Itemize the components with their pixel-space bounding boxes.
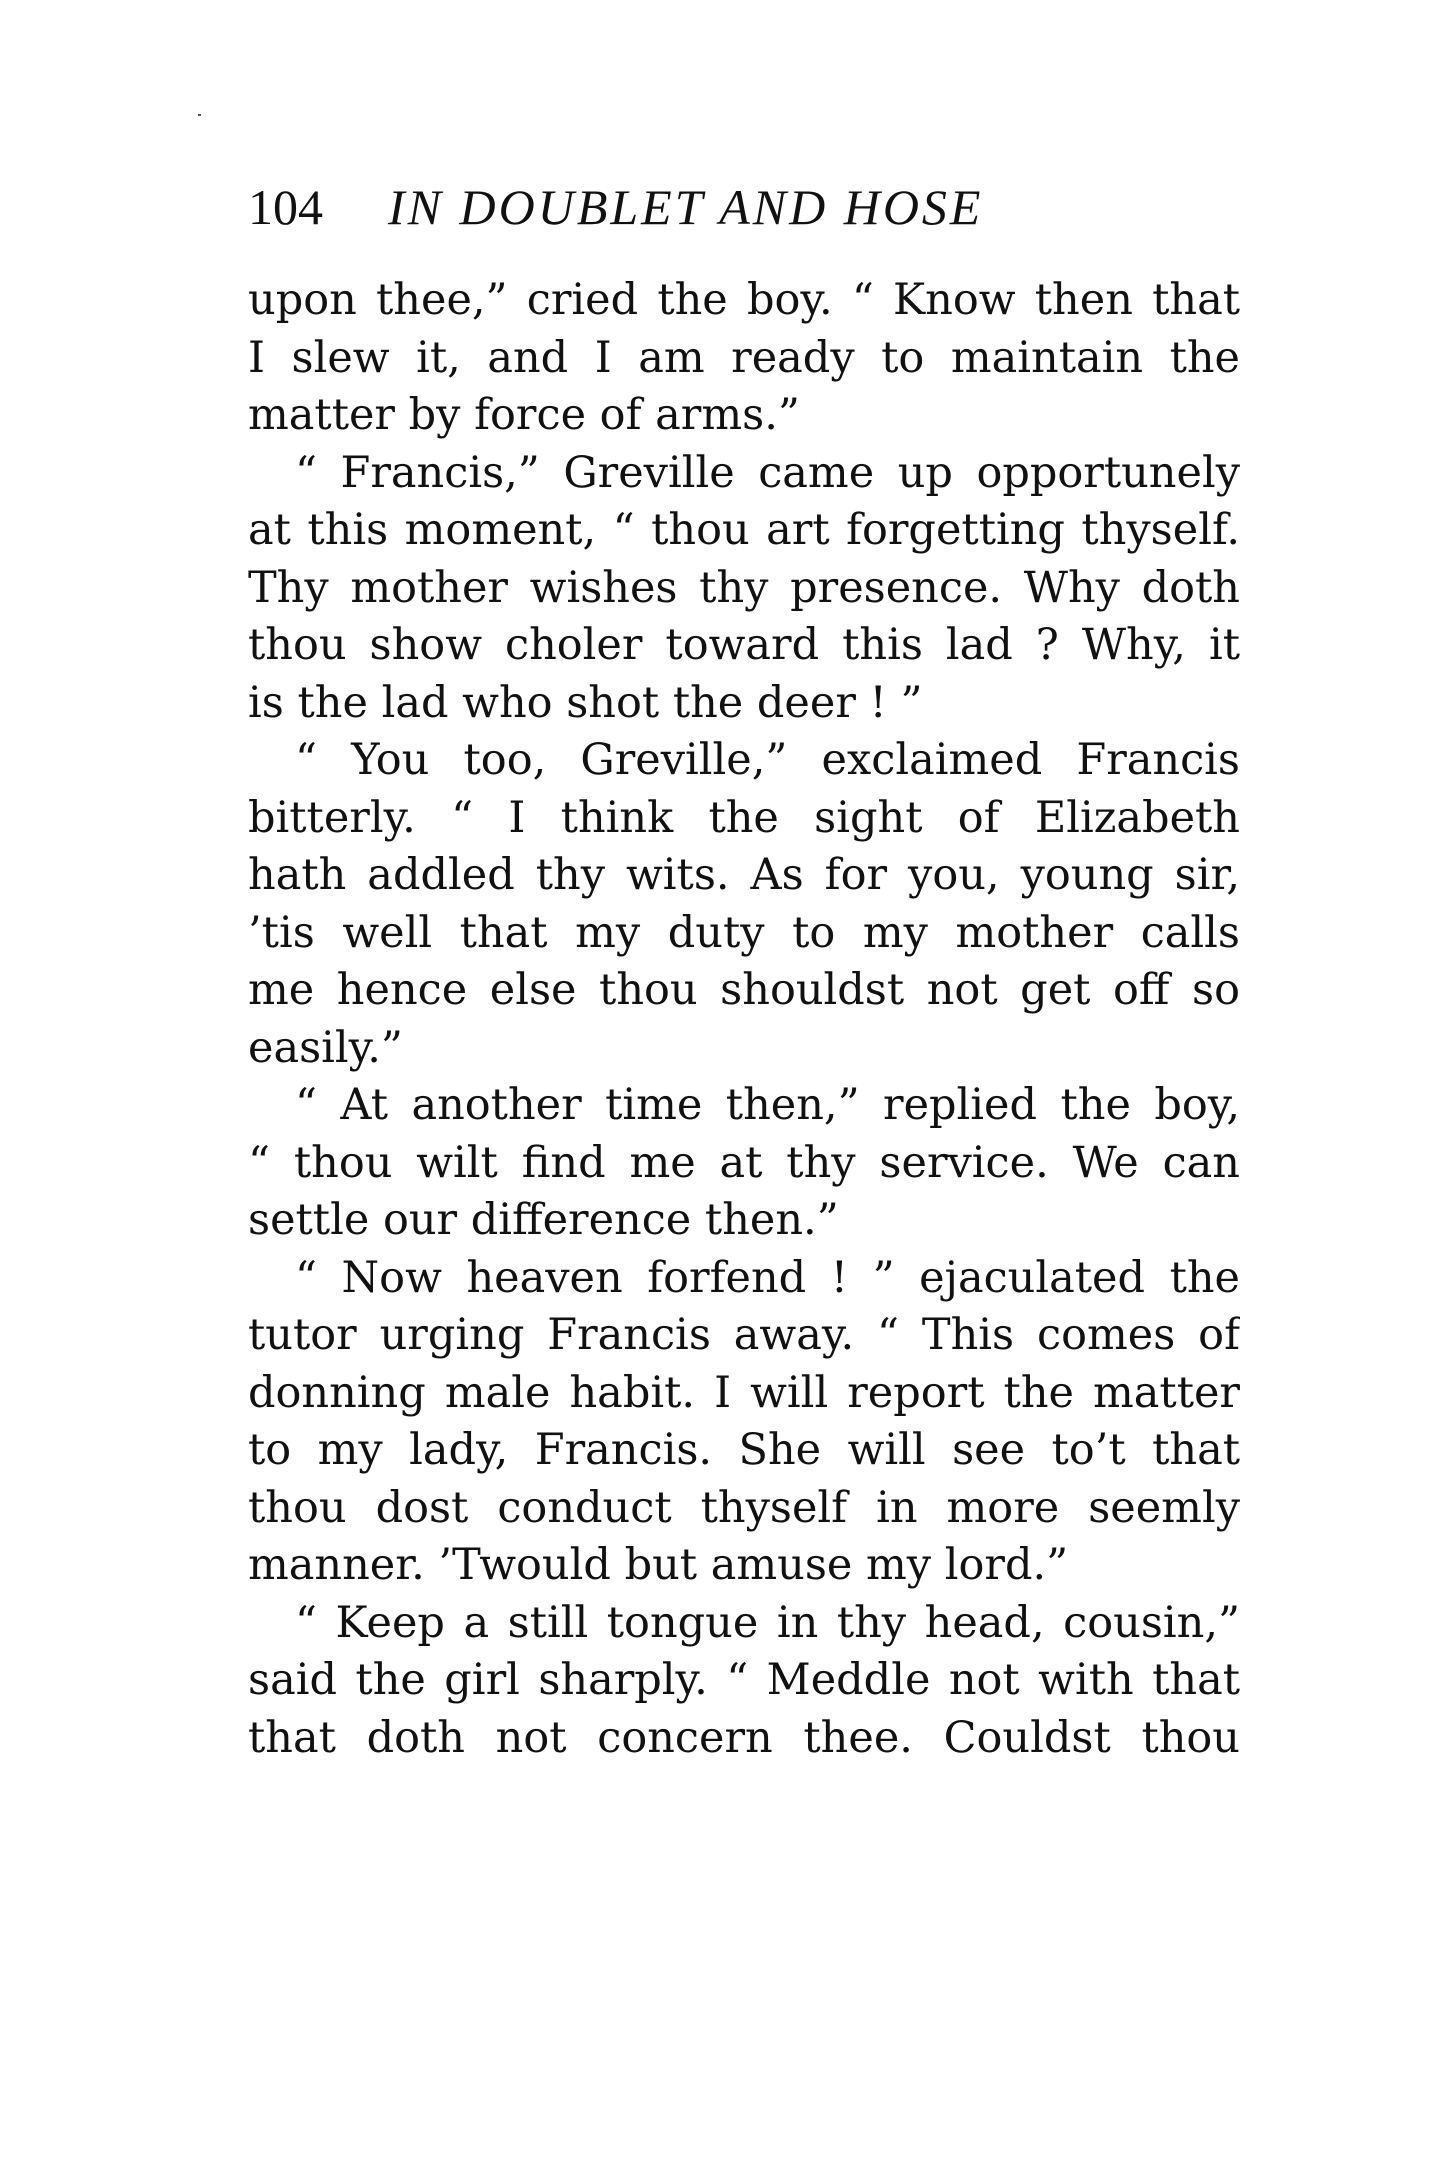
text-line: “ You too, Greville,” exclaimed Francis bbox=[295, 735, 1240, 785]
text-line: bitterly. “ I think the sight of Elizabeth bbox=[248, 792, 1240, 843]
text-line: said the girl sharply. “ Meddle not with that bbox=[248, 1655, 1240, 1705]
text-line: matter by force of arms.” bbox=[248, 390, 800, 440]
text-line: I slew it, and I am ready to maintain the bbox=[248, 332, 1240, 383]
text-line: “ Francis,” Greville came up opportunely bbox=[295, 447, 1240, 498]
text-line: Thy mother wishes thy presence. Why doth bbox=[248, 562, 1240, 613]
text-line: “ thou wilt find me at thy service. We can bbox=[248, 1137, 1240, 1188]
text-line: donning male habit. I will report the matter bbox=[248, 1367, 1240, 1418]
text-line: manner. ’Twould but amuse my lord.” bbox=[248, 1540, 1069, 1590]
text-line: “ At another time then,” replied the boy, bbox=[295, 1080, 1240, 1130]
body-text bbox=[248, 272, 1240, 1767]
text-line: thou show choler toward this lad ? Why, it bbox=[248, 620, 1240, 670]
page-number: 104 bbox=[248, 179, 323, 235]
text-line: upon thee,” cried the boy. “ Know then that bbox=[248, 275, 1240, 325]
text-line: to my lady, Francis. She will see to’t that bbox=[248, 1425, 1240, 1475]
text-line: “ Now heaven forfend ! ” ejaculated the bbox=[295, 1252, 1240, 1303]
text-line: easily.” bbox=[248, 1022, 403, 1073]
text-line: that doth not concern thee. Couldst thou bbox=[248, 1712, 1240, 1763]
text-line: “ Keep a still tongue in thy head, cousin,” bbox=[295, 1597, 1240, 1648]
running-title: IN DOUBLET AND HOSE bbox=[388, 179, 984, 235]
print-speck bbox=[198, 114, 201, 116]
text-line: me hence else thou shouldst not get off so bbox=[248, 965, 1240, 1015]
text-line: tutor urging Francis away. “ This comes of bbox=[248, 1310, 1240, 1360]
running-head bbox=[248, 172, 1248, 242]
text-line: settle our difference then.” bbox=[248, 1195, 839, 1245]
text-line: ’tis well that my duty to my mother calls bbox=[248, 907, 1240, 958]
text-line: is the lad who shot the deer ! ” bbox=[248, 677, 923, 728]
text-line: hath addled thy wits. As for you, young sir, bbox=[248, 850, 1240, 900]
text-line: thou dost conduct thyself in more seemly bbox=[248, 1482, 1240, 1533]
text-line: at this moment, “ thou art forgetting thyself. bbox=[248, 505, 1240, 555]
